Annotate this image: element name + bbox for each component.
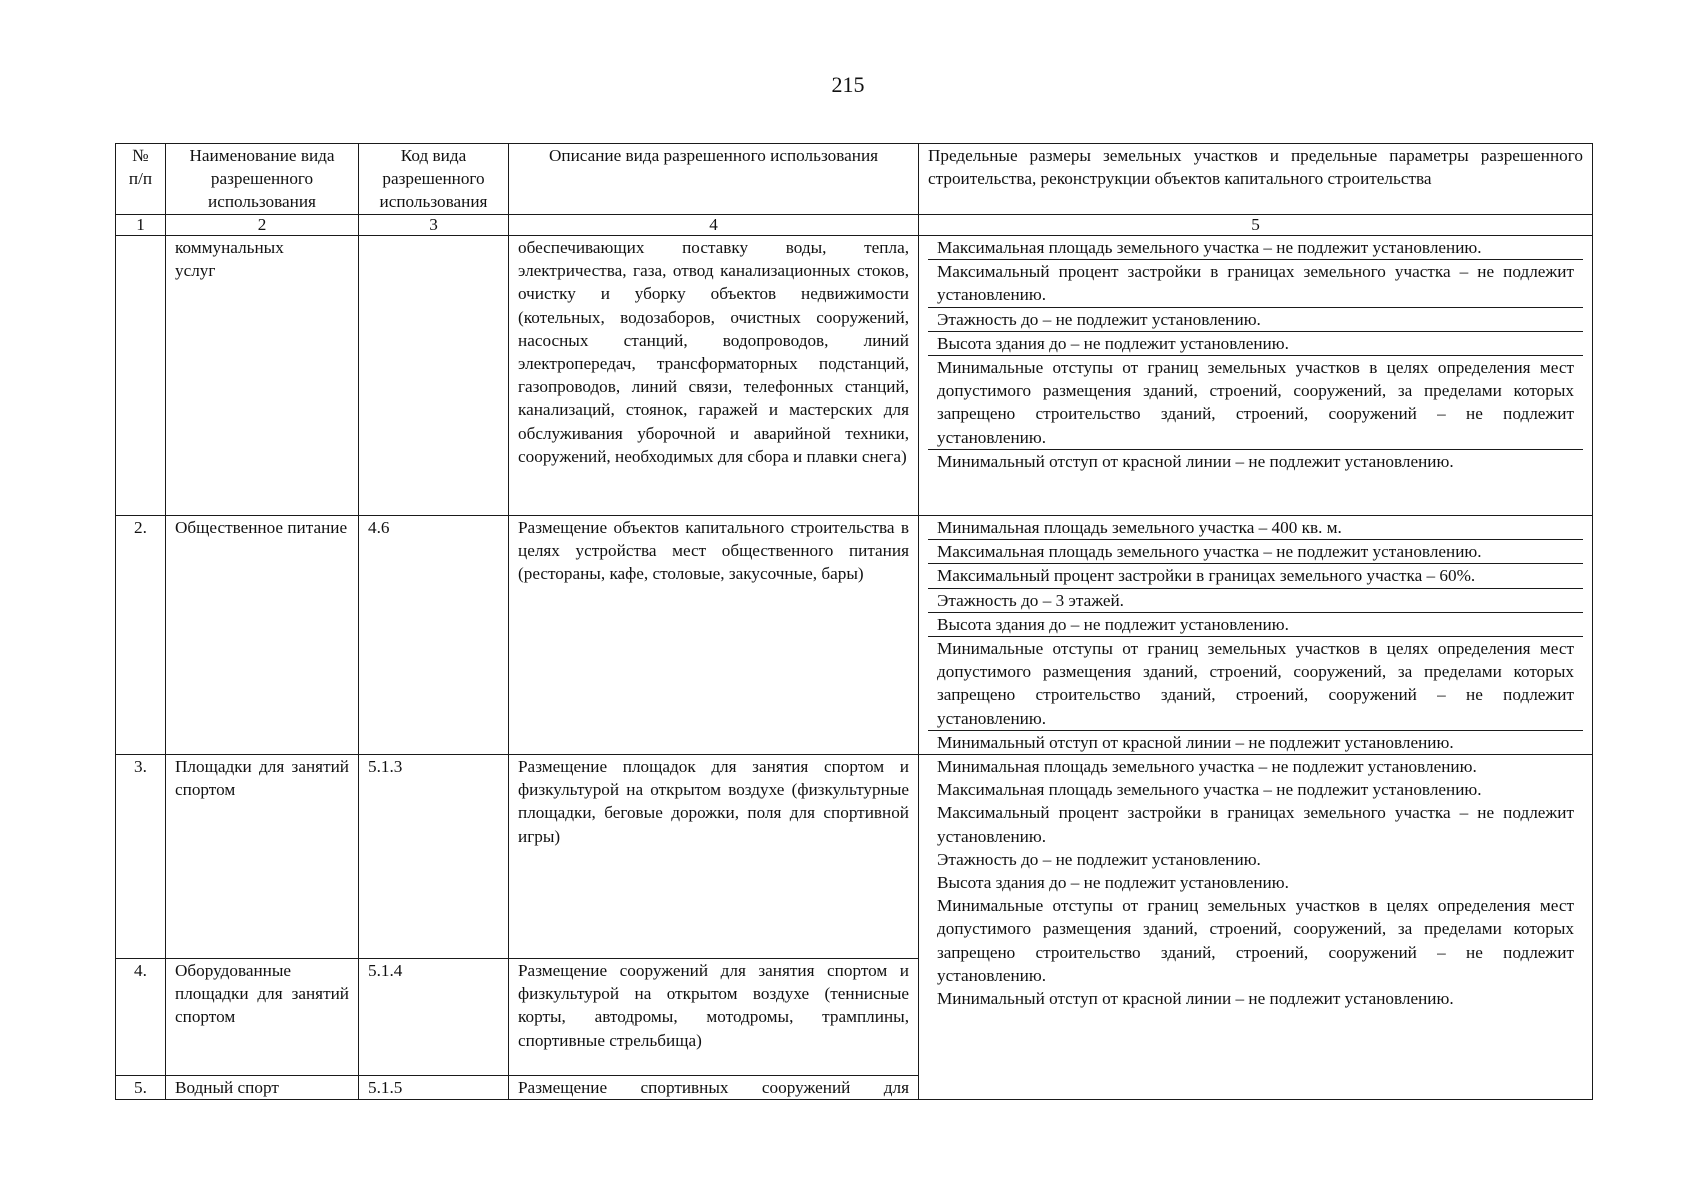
table-header-row <box>116 144 1593 215</box>
header-col-name: Наименование вида разрешенного использования <box>166 144 359 215</box>
param-item: Минимальная площадь земельного участка – не подлежит установлению. <box>937 757 1477 777</box>
param-item: Этажность до – не подлежит установлению. <box>937 849 1261 869</box>
row-use-code: 5.1.3 <box>359 755 509 959</box>
zoning-table <box>115 143 1593 1100</box>
param-item: Высота здания до – не подлежит установлению. <box>937 873 1289 893</box>
row-number: 2. <box>116 516 166 755</box>
param-item: Высота здания до – не подлежит установлению. <box>928 331 1583 355</box>
param-item: Минимальные отступы от границ земельных участков в целях определения мест допустимого размещения зданий, строений, сооружений, за пределами которых запрещено строительство зданий, строений, сооружений – не подлежит установлению. <box>928 636 1583 730</box>
param-item: Этажность до – не подлежит установлению. <box>928 307 1583 331</box>
param-item: Минимальные отступы от границ земельных участков в целях определения мест допустимого размещения зданий, строений, сооружений, за пределами которых запрещено строительство зданий, строений, сооружений – не подлежит установлению. <box>937 896 1574 985</box>
header-col-number: № п/п <box>116 144 166 215</box>
param-item: Максимальный процент застройки в границах земельного участка – 60%. <box>928 563 1583 587</box>
column-number: 5 <box>919 215 1593 236</box>
param-item: Максимальная площадь земельного участка – не подлежит установлению. <box>937 780 1482 800</box>
row-use-name: Общественное питание <box>166 516 359 755</box>
column-number: 2 <box>166 215 359 236</box>
row-use-code: 5.1.5 <box>359 1076 509 1100</box>
header-col-params: Предельные размеры земельных участков и предельные параметры разрешенного строительства, реконструкции объектов капитального строительства <box>919 144 1593 215</box>
param-item: Минимальный отступ от красной линии – не подлежит установлению. <box>928 730 1583 754</box>
column-number: 4 <box>509 215 919 236</box>
header-col-description: Описание вида разрешенного использования <box>509 144 919 215</box>
param-item: Максимальная площадь земельного участка – не подлежит установлению. <box>928 539 1583 563</box>
param-item: Максимальный процент застройки в границах земельного участка – не подлежит установлению. <box>928 259 1583 306</box>
row-use-description: Размещение объектов капитального строительства в целях устройства мест общественного питания (рестораны, кафе, столовые, закусочные, бары) <box>509 516 919 755</box>
row-number: 4. <box>116 959 166 1076</box>
row-use-name: Водный спорт <box>166 1076 359 1100</box>
param-item: Максимальный процент застройки в границах земельного участка – не подлежит установлению. <box>937 803 1574 846</box>
param-item: Минимальные отступы от границ земельных участков в целях определения мест допустимого размещения зданий, строений, сооружений, за пределами которых запрещено строительство зданий, строений, сооружений – не подлежит установлению. <box>928 355 1583 449</box>
row-use-description: Размещение сооружений для занятия спортом и физкультурой на открытом воздухе (теннисные корты, автодромы, мотодромы, трамплины, спортивные стрельбища) <box>509 959 919 1076</box>
row-use-name: коммунальных услуг <box>166 236 359 516</box>
page-number: 215 <box>831 72 865 97</box>
row-number <box>116 236 166 516</box>
row-params <box>919 516 1593 755</box>
column-numbers-row <box>116 215 1593 236</box>
table-row <box>116 755 1593 959</box>
param-item: Минимальная площадь земельного участка – 400 кв. м. <box>937 518 1342 537</box>
row-params <box>919 236 1593 516</box>
row-use-description: обеспечивающих поставку воды, тепла, электричества, газа, отвод канализационных стоков, очистку и уборку объектов недвижимости (котельных, водозаборов, очистных сооружений, насосных станций, водопроводов, линий электропередач, трансформаторных подстанций, газопроводов, линий связи, телефонных станций, канализаций, стоянок, гаражей и мастерских для обслуживания уборочной и аварийной техники, сооружений, необходимых для сбора и плавки снега) <box>509 236 919 516</box>
param-item: Этажность до – 3 этажей. <box>928 588 1583 612</box>
row-use-code <box>359 236 509 516</box>
row-use-description <box>509 1076 919 1100</box>
row-use-name: Площадки для занятий спортом <box>166 755 359 959</box>
row-params <box>919 755 1593 1100</box>
column-number: 1 <box>116 215 166 236</box>
row-number: 3. <box>116 755 166 959</box>
row-number: 5. <box>116 1076 166 1100</box>
table-row <box>116 236 1593 516</box>
param-item: Максимальная площадь земельного участка – не подлежит установлению. <box>937 238 1482 257</box>
row-use-name: Оборудованные площадки для занятий спортом <box>166 959 359 1076</box>
row-use-description: Размещение площадок для занятия спортом и физкультурой на открытом воздухе (физкультурные площадки, беговые дорожки, поля для спортивной игры) <box>509 755 919 959</box>
table-row <box>116 516 1593 755</box>
row-use-code: 4.6 <box>359 516 509 755</box>
param-item: Минимальный отступ от красной линии – не подлежит установлению. <box>937 989 1454 1009</box>
param-item: Минимальный отступ от красной линии – не подлежит установлению. <box>928 449 1583 473</box>
column-number: 3 <box>359 215 509 236</box>
row-use-code: 5.1.4 <box>359 959 509 1076</box>
param-item: Высота здания до – не подлежит установлению. <box>928 612 1583 636</box>
header-col-code: Код вида разрешенного использования <box>359 144 509 215</box>
row-use-description-text: Размещение спортивных сооружений для <box>518 1078 909 1098</box>
